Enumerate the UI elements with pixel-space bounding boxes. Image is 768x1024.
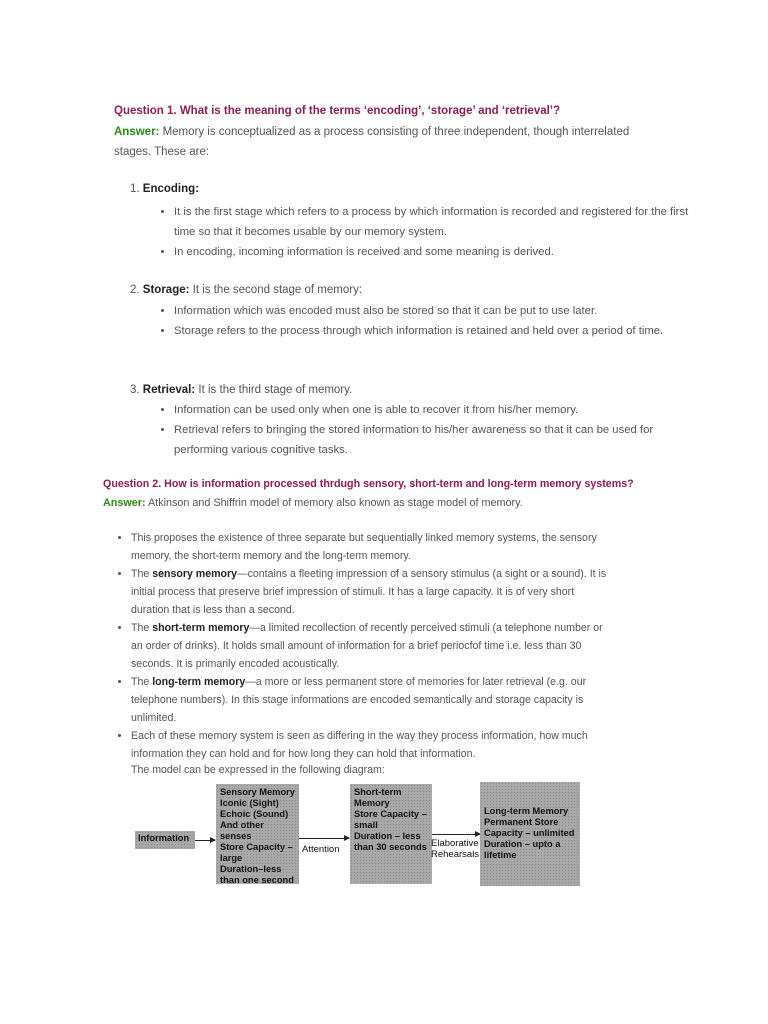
question-2-heading: Question 2. How is information processed thrdugh sensory, short-term and long-term memory systems?: [103, 478, 634, 490]
box-line: than 30 seconds: [354, 842, 427, 852]
list-item: • Storage refers to the process through which information is retained and held over a period of time.: [174, 321, 674, 341]
label-line: Rehearsals: [431, 849, 480, 860]
answer-label: Answer:: [114, 126, 160, 138]
attention-label: Attention: [302, 844, 340, 855]
storage-intro: It is the second stage of memory:: [189, 284, 363, 296]
storage-number: 2.: [130, 284, 140, 296]
elaborative-rehearsals-label: [431, 838, 479, 860]
list-item: [131, 673, 611, 727]
encoding-list: [158, 202, 689, 262]
retrieval-title: Retrieval:: [142, 384, 196, 396]
retrieval-list: [158, 400, 684, 460]
item-text: —a limited recollection of recently perceived stimuli (a telephone number or an order of drinks). It holds small amount of information for a brief periocfof time i.e. less than 30 seconds. It is primarily encoded acoustically.: [131, 622, 603, 670]
encoding-number: 1.: [130, 183, 140, 195]
item-prefix: The: [131, 676, 153, 688]
box-line: Duration – less: [354, 831, 421, 841]
question-1-heading: Question 1. What is the meaning of the terms ‘encoding’, ‘storage’ and ‘retrieval’?: [114, 105, 561, 117]
box-line: Store Capacity –: [220, 842, 293, 852]
arrow: [432, 834, 480, 835]
sensory-memory-term: sensory memory: [152, 568, 237, 580]
diagram-intro: The model can be expressed in the following diagram:: [131, 764, 385, 776]
storage-title: Storage:: [142, 284, 190, 296]
box-line: Iconic (Sight): [220, 798, 279, 808]
label-line: Elaborative: [431, 838, 479, 849]
retrieval-intro: It is the third stage of memory.: [195, 384, 353, 396]
item-prefix: The: [131, 568, 153, 580]
arrow: [195, 840, 215, 841]
box-line: Echoic (Sound): [220, 809, 289, 819]
long-term-memory-box: [480, 782, 580, 886]
memory-model-diagram: [130, 782, 585, 888]
box-line: Memory: [354, 798, 390, 808]
storage-heading: [130, 284, 362, 296]
question-2-answer: [103, 493, 523, 513]
box-line: Permanent Store: [484, 817, 559, 827]
list-item: • In encoding, incoming information is received and some meaning is derived.: [174, 242, 689, 262]
list-item: • Information which was encoded must also be stored so that it can be put to use later.: [174, 301, 674, 321]
encoding-title: Encoding:: [142, 183, 200, 195]
item-prefix: The: [131, 622, 153, 634]
arrow: [299, 838, 349, 839]
box-line: Store Capacity –: [354, 809, 427, 819]
long-term-memory-term: long-term memory: [152, 676, 246, 688]
short-term-memory-term: short-term memory: [152, 622, 250, 634]
retrieval-heading: [130, 384, 352, 396]
box-line: small: [354, 820, 378, 830]
box-line: Duration – upto a: [484, 839, 561, 849]
answer-text: Atkinson and Shiffrin model of memory also known as stage model of memory.: [145, 497, 523, 509]
box-line: lifetime: [484, 850, 517, 860]
list-item: • It is the first stage which refers to a process by which information is recorded and registered for the first time so that it becomes usable by our memory system.: [174, 202, 689, 242]
item-text: —a more or less permanent store of memories for later retrieval (e.g. our telephone numbers). In this stage informations are encoded semantically and storage capacity is unlimited.: [131, 676, 587, 724]
list-item: [131, 619, 611, 673]
list-item: • Each of these memory system is seen as differing in the way they process information, how much information they can hold and for how long they can hold that information.: [131, 727, 611, 763]
box-line: Long-term Memory: [484, 806, 569, 816]
box-line: Duration–less: [220, 864, 282, 874]
list-item: • This proposes the existence of three separate but sequentially linked memory systems, the sensory memory, the short-term memory and the long-term memory.: [131, 529, 611, 565]
item-text: —contains a fleeting impression of a sensory stimulus (a sight or a sound). It is initial process that preserve brief impression of stimuli. It has a large capacity. It is of very short duration that is less than a second.: [131, 568, 607, 616]
box-line: Short-term: [354, 787, 402, 797]
question-1-answer: [114, 122, 654, 162]
box-line: And other senses: [220, 820, 264, 841]
storage-list: [158, 301, 674, 341]
sensory-memory-box: [216, 784, 299, 884]
box-line: Capacity – unlimited: [484, 828, 575, 838]
list-item: • Retrieval refers to bringing the stored information to his/her awareness so that it can be used for performing various cognitive tasks.: [174, 420, 684, 460]
box-line: than one second: [220, 875, 294, 885]
list-item: [131, 565, 611, 619]
information-box: [135, 831, 195, 849]
box-line: large: [220, 853, 243, 863]
answer-line-2: stages. These are:: [114, 146, 210, 158]
short-term-memory-box: [350, 784, 432, 884]
memory-systems-list: [115, 529, 611, 763]
answer-label: Answer:: [103, 497, 146, 509]
answer-line-1: Memory is conceptualized as a process consisting of three independent, though interrelated: [159, 126, 630, 138]
list-item: • Information can be used only when one is able to recover it from his/her memory.: [174, 400, 684, 420]
encoding-heading: [130, 183, 199, 195]
box-line: Sensory Memory: [220, 787, 295, 797]
information-label: Information: [138, 833, 190, 843]
retrieval-number: 3.: [130, 384, 140, 396]
